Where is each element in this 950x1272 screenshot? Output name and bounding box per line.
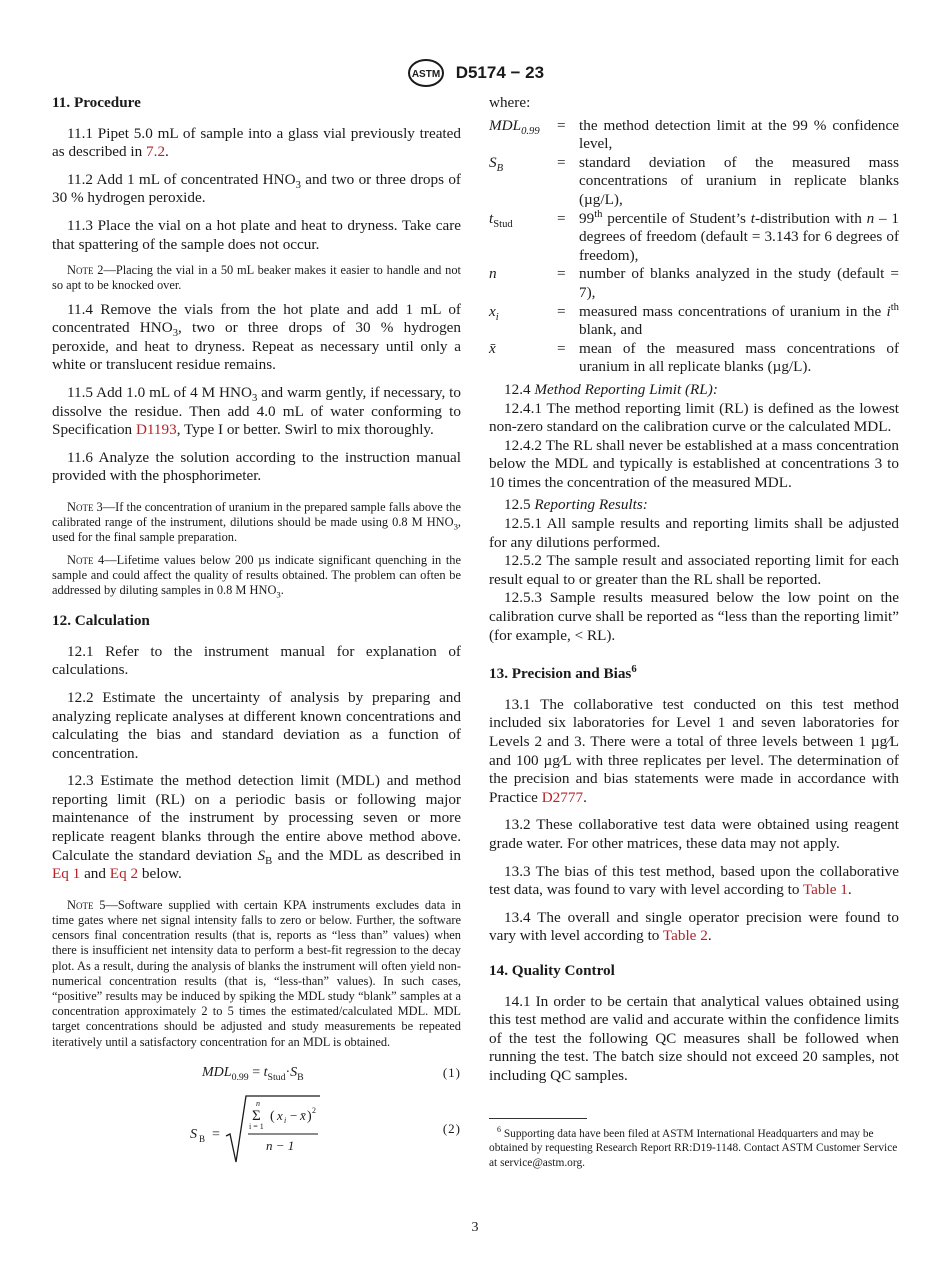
- where-label: where:: [489, 94, 531, 111]
- footnote-divider: [489, 1118, 587, 1119]
- note-3: Note 3—If the concentration of uranium in the prepared sample falls above the calibrated range of the instrument, dilutions should be made using 0.8 M $HNO_3$, used for the final sample preparation.: [52, 499, 461, 545]
- section-14-heading: 14. Quality Control: [489, 961, 615, 979]
- def-symbol-mdl: $MDL_{0.99}$: [489, 116, 540, 137]
- equation-2-formula: [190, 1092, 390, 1168]
- section-13-heading: 13. Precision and Bias$^6$: [489, 664, 637, 683]
- def-symbol-xbar: x̄: [489, 339, 496, 357]
- para-12-5-1: 12.5.1 All sample results and reporting limits shall be adjusted for any dilutions performed.: [489, 515, 899, 551]
- def-xi: measured mass concentrations of uranium in the $i^{th}$ blank, and: [579, 301, 899, 339]
- para-13-2: 13.2 These collaborative test data were obtained using reagent grade water. For other matrices, these data may not apply.: [489, 816, 899, 852]
- table-2-link[interactable]: Table 2: [662, 927, 708, 945]
- svg-text:i: i: [284, 1115, 287, 1125]
- section-11-heading: 11. Procedure: [52, 94, 141, 111]
- def-symbol-sb: $S_B$: [489, 153, 504, 174]
- d1193-link[interactable]: D1193: [135, 421, 177, 439]
- equation-2: [52, 1090, 461, 1170]
- right-column: [489, 94, 899, 1170]
- def-xbar: mean of the measured mass concentrations of uranium in all replicate blanks (µg/L).: [579, 339, 899, 376]
- para-11-2: 11.2 Add 1 mL of concentrated $HNO_3$ and two or three drops of 30 % hydrogen peroxide.: [52, 170, 461, 207]
- def-mdl: the method detection limit at the 99 % confidence level,: [579, 116, 899, 153]
- logo-text: ASTM: [411, 69, 441, 80]
- ref-7-2-link[interactable]: 7.2: [146, 143, 166, 161]
- svg-text:x: x: [277, 1107, 283, 1123]
- svg-text:): ): [307, 1108, 312, 1124]
- para-12-5-3: 12.5.3 Sample results measured below the low point on the calibration curve shall be reported as “less than the reporting limit” (for example, < RL).: [489, 589, 899, 644]
- equation-1: $MDL_{0.99} = t_{Stud}\cdot S_B$ (1): [202, 1064, 461, 1083]
- para-12-4-1: 12.4.1 The method reporting limit (RL) is defined as the lowest non-zero standard on the calibration curve or the calculated MDL.: [489, 399, 899, 436]
- svg-text:n: n: [256, 1098, 260, 1108]
- para-13-1: 13.1 The collaborative test conducted on this test method included six laboratories for Level 1 and seven laboratories for Levels 2 and 3. There were a total of three levels between 1 µg⁄L and 100 µg⁄L with three replicates per level. The determination of the precision and bias statements were made in accordance with Practice D2777.: [489, 695, 899, 806]
- note-4: Note 4—Lifetime values below 200 µs indicate significant quenching in the sample and could affect the quality of results obtained. The problem can often be addressed by diluting samples in 0.8 M $HNO_3$.: [52, 552, 461, 600]
- svg-text:2: 2: [312, 1105, 316, 1115]
- d2777-link[interactable]: D2777: [541, 788, 584, 806]
- definitions-list: $MDL_{0.99}$ = the method detection limit at the 99 % confidence level, $S_B$ = standard deviation of the measured mass concentrations of uranium in replicate blanks (µg/L), $t_{Stud}$ = 99th percentile of Student’s t-distribution with n – 1 degrees of freedom (default = 3.143 for 6 degrees of freedom), n = number of blanks analyzed in the study (default = 7), $x_i$ = measured mass concentrations of uranium in the $i^{th}$ blank, and x̄ = mean of the measured mass concentrations of uranium in all replicate blanks (µg/L).: [489, 116, 899, 376]
- para-12-4: 12.4 Method Reporting Limit (RL):: [504, 380, 718, 398]
- def-symbol-n: n: [489, 265, 497, 283]
- page-header: [0, 58, 950, 88]
- note-2: Note 2—Placing the vial in a 50 mL beaker makes it easier to handle and not so apt to be knocked over.: [52, 263, 461, 293]
- para-11-6: 11.6 Analyze the solution according to the instruction manual provided with the phosphorimeter.: [52, 448, 461, 485]
- page-number: 3: [471, 1220, 479, 1235]
- equation-1-number: (1): [442, 1064, 461, 1080]
- para-11-3: 11.3 Place the vial on a hot plate and heat to dryness. Take care that spattering of the sample does not occur.: [52, 216, 461, 253]
- svg-text:B: B: [199, 1133, 206, 1144]
- para-11-4: 11.4 Remove the vials from the hot plate and add 1 mL of concentrated $HNO_3$, two or three drops of 30 % hydrogen peroxide, and heat to dryness. Repeat as necessary until only a white or translucent residue remains.: [52, 300, 462, 374]
- table-1-link[interactable]: Table 1: [802, 881, 848, 899]
- para-13-3: 13.3 The bias of this test method, based upon the collaborative test data, was found to vary with level according to Table 1.: [489, 862, 899, 899]
- para-11-5: 11.5 Add 1.0 mL of 4 M $HNO_3$ and warm gently, if necessary, to dissolve the residue. Then add 4.0 mL of water conforming to Specification D1193, Type I or better. Swirl to mix thoroughly.: [52, 383, 461, 439]
- para-12-5: 12.5 Reporting Results:: [504, 496, 648, 514]
- note-5: Note 5—Software supplied with certain KPA instruments excludes data in time gates where net signal intensity falls to zero or below. Further, the software censors final concentration results (that is, reports as “less than” values) when there is insufficient net intensity data to perform a best-fit regression to the decay plot. As a result, during the analysis of blanks the instrument will often yield non-numerical concentration results (that is, “less-than” values). In such cases, “positive” results may be induced by spiking the MDL study “blank” samples at a concentration approximately 2 to 5 times the estimated/calculated MDL. MDL target concentrations should be adjusted and study measurements be repeated iteratively until a satisfactory concentration for an MDL is obtained.: [52, 897, 461, 1049]
- svg-text:=: =: [212, 1126, 220, 1142]
- svg-text:n − 1: n − 1: [266, 1137, 295, 1153]
- eq-2-link[interactable]: Eq 2: [109, 865, 139, 883]
- def-symbol-xi: $x_i$: [489, 302, 499, 323]
- svg-text:−: −: [290, 1107, 298, 1123]
- svg-text:(: (: [270, 1108, 275, 1124]
- left-column: [52, 94, 461, 1170]
- para-12-4-2: 12.4.2 The RL shall never be established at a mass concentration below the MDL and typically is established at concentrations 3 to 10 times the concentration of the measured MDL.: [489, 436, 899, 491]
- para-12-5-2: 12.5.2 The sample result and associated reporting limit for each result equal to or greater than the RL shall be reported.: [489, 552, 899, 588]
- def-sb: standard deviation of the measured mass concentrations of uranium in replicate blanks (µg/L),: [579, 153, 899, 208]
- equation-2-number: (2): [442, 1120, 461, 1136]
- para-12-2: 12.2 Estimate the uncertainty of analysis by preparing and analyzing replicate analyses at different known concentrations and calculating the bias and standard deviation as a function of concentration.: [52, 688, 461, 762]
- svg-text:i = 1: i = 1: [249, 1121, 264, 1131]
- para-12-3: 12.3 Estimate the method detection limit (MDL) and method reporting limit (RL) on a periodic basis or following major maintenance of the instrument by processing seven or more replicate reagent blanks through the entire above method above. Calculate the standard deviation $S_B$ and the MDL as described in Eq 1 and Eq 2 below.: [52, 772, 461, 883]
- astm-logo-icon: [406, 58, 446, 88]
- svg-text:Σ: Σ: [252, 1107, 261, 1124]
- def-symbol-tstud: $t_{Stud}$: [489, 209, 513, 230]
- footnote-6: $^6$ Supporting data have been filed at ASTM International Headquarters and may be obtained by requesting Research Report RR:D19-1148. Contact ASTM Customer Service at service@astm.org.: [489, 1124, 898, 1169]
- para-11-1: 11.1 Pipet 5.0 mL of sample into a glass vial previously treated as described in 7.2.: [52, 124, 461, 161]
- eq-1-link[interactable]: Eq 1: [52, 865, 81, 883]
- section-12-heading: 12. Calculation: [52, 612, 150, 630]
- para-14-1: 14.1 In order to be certain that analytical values obtained using this test method are valid and accurate within the confidence limits of the test the following QC measures shall be followed when running the test. The batch size should not exceed 20 samples, not including QC samples.: [489, 992, 899, 1084]
- designation: D5174 − 23: [455, 62, 545, 82]
- svg-text:x̄: x̄: [300, 1107, 306, 1123]
- para-13-4: 13.4 The overall and single operator precision were found to vary with level according to Table 2.: [489, 908, 899, 945]
- def-n: number of blanks analyzed in the study (default = 7),: [579, 265, 899, 301]
- svg-text:S: S: [190, 1126, 197, 1142]
- def-tstud: 99th percentile of Student’s t-distribution with n – 1 degrees of freedom (default = 3.143 for 6 degrees of freedom),: [579, 208, 899, 264]
- para-12-1: 12.1 Refer to the instrument manual for explanation of calculations.: [52, 642, 461, 679]
